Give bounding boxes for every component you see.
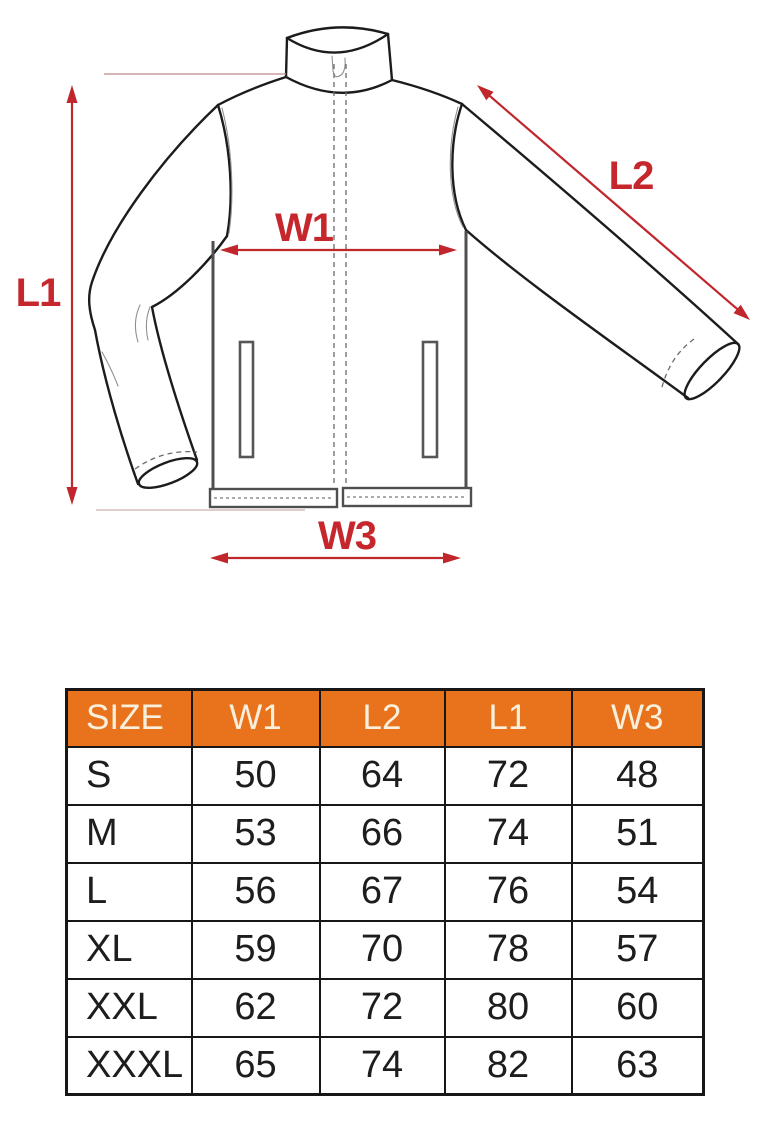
size-cell: L [67,863,192,921]
pockets [240,342,437,457]
value-cell: 66 [320,805,445,863]
value-cell: 48 [572,747,704,805]
w1-arrowhead-left [220,245,238,256]
table-row-s [67,747,704,805]
l1-arrowhead-bottom [67,487,78,505]
left-sleeve-inner [152,236,227,460]
value-cell: 60 [572,979,704,1037]
collar-front-rim [287,34,388,53]
value-cell: 59 [192,921,320,979]
w1-label: W1 [275,206,333,250]
value-cell: 67 [320,863,445,921]
w1-arrowhead-right [439,245,457,256]
size-cell: XXXL [67,1037,192,1095]
size-table [65,688,705,1096]
table-row-l [67,863,704,921]
l1-label: L1 [15,271,61,315]
column-header-w1: W1 [192,690,320,747]
w3-arrowhead-right [443,553,461,564]
value-cell: 62 [192,979,320,1037]
size-table-header-row [67,690,704,747]
value-cell: 54 [572,863,704,921]
table-row-xl [67,921,704,979]
collar-right-edge [388,34,392,80]
elbow-stitch-1 [135,305,140,342]
value-cell: 53 [192,805,320,863]
elbow-stitch-2 [146,307,150,340]
shoulder-right [392,80,462,104]
column-header-l2: L2 [320,690,445,747]
leader-lines [96,74,305,510]
left-sleeve-outer [89,105,218,484]
value-cell: 50 [192,747,320,805]
left-cuff-stitch [135,452,197,469]
value-cell: 70 [320,921,445,979]
column-header-size: SIZE [67,690,192,747]
right-sleeve-bottom [466,230,688,398]
table-row-xxl [67,979,704,1037]
value-cell: 57 [572,921,704,979]
value-cell: 80 [445,979,572,1037]
l1-arrowhead-top [67,85,78,103]
collar-bottom [286,77,392,93]
left-cuff-opening [135,452,200,494]
value-cell: 76 [445,863,572,921]
size-cell: M [67,805,192,863]
value-cell: 56 [192,863,320,921]
value-cell: 63 [572,1037,704,1095]
dashed-details [135,64,694,487]
size-cell: XXL [67,979,192,1037]
w3-label: W3 [318,514,376,558]
size-cell: S [67,747,192,805]
right-cuff-opening [678,336,747,406]
value-cell: 74 [320,1037,445,1095]
collar-back-rim [287,27,388,38]
value-cell: 64 [320,747,445,805]
table-row-m [67,805,704,863]
shoulder-left [218,77,286,105]
column-header-l1: L1 [445,690,572,747]
value-cell: 74 [445,805,572,863]
jacket-outline [89,27,746,494]
table-row-xxxl [67,1037,704,1095]
w3-arrowhead-left [210,553,228,564]
l2-label: L2 [608,154,654,198]
value-cell: 82 [445,1037,572,1095]
size-cell: XL [67,921,192,979]
collar-left-edge [286,38,287,77]
value-cell: 78 [445,921,572,979]
armhole-left [218,105,231,236]
column-header-w3: W3 [572,690,704,747]
pocket-left [240,342,253,457]
value-cell: 72 [320,979,445,1037]
pocket-right [423,342,437,457]
value-cell: 51 [572,805,704,863]
value-cell: 65 [192,1037,320,1095]
value-cell: 72 [445,747,572,805]
right-sleeve-top [462,104,738,344]
